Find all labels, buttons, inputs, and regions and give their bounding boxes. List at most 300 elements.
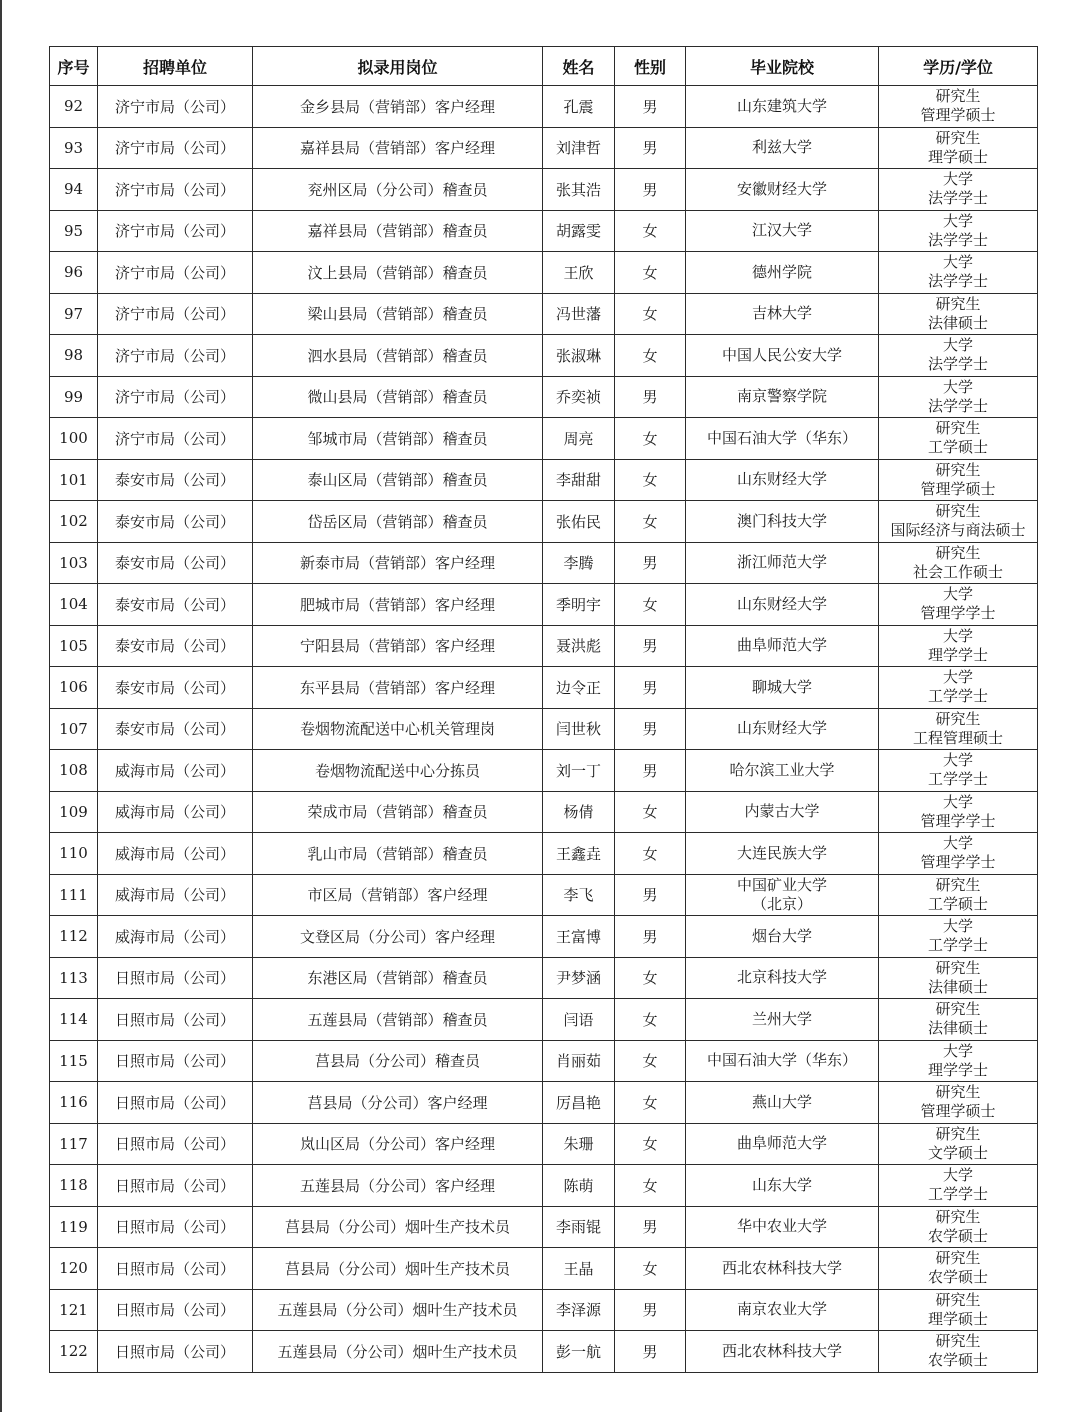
cell-education <box>879 833 1038 875</box>
school-line: 利兹大学 <box>751 138 812 157</box>
school-line: 山东大学 <box>751 1175 812 1194</box>
cell-school <box>686 293 879 335</box>
degree: 文学硕士 <box>927 1143 988 1162</box>
cell-gender: 男 <box>615 1331 686 1373</box>
cell-post: 五莲县局（分公司）客户经理 <box>253 1165 543 1207</box>
cell-post: 肥城市局（营销部）客户经理 <box>253 584 543 626</box>
cell-education <box>879 335 1038 377</box>
cell-school <box>686 625 879 667</box>
school-line: 中国人民公安大学 <box>721 345 842 364</box>
education-level: 大学 <box>942 751 973 770</box>
cell-gender: 女 <box>615 833 686 875</box>
education-level: 研究生 <box>935 543 981 562</box>
cell-school <box>686 501 879 543</box>
cell-education <box>879 916 1038 958</box>
degree: 工学硕士 <box>927 894 988 913</box>
cell-name: 李腾 <box>543 542 615 584</box>
cell-education <box>879 957 1038 999</box>
cell-education <box>879 999 1038 1041</box>
table-header-row <box>50 47 1038 86</box>
education-level: 研究生 <box>935 460 981 479</box>
education-level: 大学 <box>942 668 973 687</box>
table-row <box>50 1165 1038 1207</box>
cell-gender: 男 <box>615 86 686 128</box>
education-level: 研究生 <box>935 1332 981 1351</box>
cell-name: 孔震 <box>543 86 615 128</box>
cell-no: 119 <box>50 1206 98 1248</box>
cell-gender: 女 <box>615 293 686 335</box>
cell-name: 杨倩 <box>543 791 615 833</box>
education-level: 研究生 <box>935 294 981 313</box>
table-row <box>50 418 1038 460</box>
table-row <box>50 791 1038 833</box>
cell-unit: 日照市局（公司） <box>98 1123 253 1165</box>
cell-post: 岱岳区局（营销部）稽查员 <box>253 501 543 543</box>
degree: 理学硕士 <box>927 147 988 166</box>
cell-school <box>686 1040 879 1082</box>
school-line: 中国矿业大学 <box>736 875 827 894</box>
cell-education <box>879 750 1038 792</box>
degree: 法学学士 <box>927 230 988 249</box>
degree: 管理学学士 <box>920 853 996 872</box>
table-row <box>50 86 1038 128</box>
education-level: 大学 <box>942 170 973 189</box>
degree: 法学学士 <box>927 355 988 374</box>
cell-school <box>686 252 879 294</box>
cell-no: 107 <box>50 708 98 750</box>
cell-no: 102 <box>50 501 98 543</box>
cell-post: 宁阳县局（营销部）客户经理 <box>253 625 543 667</box>
cell-no: 103 <box>50 542 98 584</box>
cell-no: 106 <box>50 667 98 709</box>
cell-unit: 日照市局（公司） <box>98 1206 253 1248</box>
cell-unit: 济宁市局（公司） <box>98 418 253 460</box>
cell-no: 98 <box>50 335 98 377</box>
cell-unit: 威海市局（公司） <box>98 874 253 916</box>
degree: 法学学士 <box>927 396 988 415</box>
school-line: 内蒙古大学 <box>744 802 820 821</box>
degree: 法律硕士 <box>927 977 988 996</box>
header-gender: 性别 <box>615 47 686 86</box>
school-line: 北京科技大学 <box>736 968 827 987</box>
education-level: 大学 <box>942 626 973 645</box>
cell-post: 嘉祥县局（营销部）稽查员 <box>253 210 543 252</box>
cell-name: 王晶 <box>543 1248 615 1290</box>
cell-post: 文登区局（分公司）客户经理 <box>253 916 543 958</box>
cell-education <box>879 293 1038 335</box>
education-level: 研究生 <box>935 1207 981 1226</box>
cell-name: 朱珊 <box>543 1123 615 1165</box>
header-name: 姓名 <box>543 47 615 86</box>
degree: 理学硕士 <box>927 1309 988 1328</box>
table-row <box>50 667 1038 709</box>
cell-school <box>686 1248 879 1290</box>
cell-school <box>686 1289 879 1331</box>
table-row <box>50 1082 1038 1124</box>
cell-education <box>879 252 1038 294</box>
cell-unit: 济宁市局（公司） <box>98 293 253 335</box>
cell-education <box>879 542 1038 584</box>
degree: 法律硕士 <box>927 313 988 332</box>
cell-education <box>879 1289 1038 1331</box>
degree: 理学学士 <box>927 1060 988 1079</box>
school-line: 中国石油大学（华东） <box>706 1051 857 1070</box>
cell-no: 95 <box>50 210 98 252</box>
school-line: 山东建筑大学 <box>736 96 827 115</box>
cell-post: 莒县局（分公司）烟叶生产技术员 <box>253 1206 543 1248</box>
school-line: 澳门科技大学 <box>736 511 827 530</box>
cell-gender: 男 <box>615 1289 686 1331</box>
cell-unit: 泰安市局（公司） <box>98 542 253 584</box>
degree: 法学学士 <box>927 189 988 208</box>
cell-post: 五莲县局（分公司）烟叶生产技术员 <box>253 1331 543 1373</box>
cell-gender: 男 <box>615 708 686 750</box>
cell-name: 刘津哲 <box>543 127 615 169</box>
table-row <box>50 293 1038 335</box>
school-line: 吉林大学 <box>751 304 812 323</box>
cell-gender: 男 <box>615 874 686 916</box>
cell-post: 市区局（营销部）客户经理 <box>253 874 543 916</box>
recruitment-table <box>49 46 1038 1373</box>
cell-school <box>686 1082 879 1124</box>
cell-unit: 日照市局（公司） <box>98 999 253 1041</box>
cell-unit: 泰安市局（公司） <box>98 667 253 709</box>
table-row <box>50 750 1038 792</box>
school-line-2: （北京） <box>751 894 812 913</box>
table-row <box>50 999 1038 1041</box>
cell-gender: 女 <box>615 1165 686 1207</box>
degree: 管理学硕士 <box>920 106 996 125</box>
degree: 法律硕士 <box>927 1019 988 1038</box>
header-school: 毕业院校 <box>686 47 879 86</box>
cell-gender: 女 <box>615 210 686 252</box>
cell-school <box>686 584 879 626</box>
cell-gender: 男 <box>615 750 686 792</box>
cell-gender: 女 <box>615 418 686 460</box>
table-row <box>50 708 1038 750</box>
education-level: 研究生 <box>935 1124 981 1143</box>
cell-post: 莒县局（分公司）烟叶生产技术员 <box>253 1248 543 1290</box>
cell-gender: 女 <box>615 999 686 1041</box>
degree: 管理学学士 <box>920 604 996 623</box>
cell-no: 113 <box>50 957 98 999</box>
cell-unit: 济宁市局（公司） <box>98 127 253 169</box>
cell-unit: 济宁市局（公司） <box>98 252 253 294</box>
cell-school <box>686 1165 879 1207</box>
degree: 管理学硕士 <box>920 479 996 498</box>
cell-gender: 女 <box>615 584 686 626</box>
cell-unit: 济宁市局（公司） <box>98 210 253 252</box>
cell-post: 东港区局（营销部）稽查员 <box>253 957 543 999</box>
cell-no: 97 <box>50 293 98 335</box>
cell-gender: 男 <box>615 625 686 667</box>
cell-no: 100 <box>50 418 98 460</box>
school-line: 江汉大学 <box>751 221 812 240</box>
cell-name: 李甜甜 <box>543 459 615 501</box>
degree: 工学学士 <box>927 936 988 955</box>
cell-gender: 女 <box>615 791 686 833</box>
degree: 工程管理硕士 <box>912 728 1003 747</box>
cell-gender: 女 <box>615 252 686 294</box>
education-level: 研究生 <box>935 1000 981 1019</box>
table-row <box>50 1040 1038 1082</box>
cell-unit: 日照市局（公司） <box>98 1040 253 1082</box>
cell-name: 尹梦涵 <box>543 957 615 999</box>
education-level: 研究生 <box>935 87 981 106</box>
header-post: 拟录用岗位 <box>253 47 543 86</box>
cell-no: 94 <box>50 169 98 211</box>
cell-name: 王鑫垚 <box>543 833 615 875</box>
cell-school <box>686 459 879 501</box>
cell-post: 卷烟物流配送中心分拣员 <box>253 750 543 792</box>
cell-gender: 男 <box>615 127 686 169</box>
cell-post: 汶上县局（营销部）稽查员 <box>253 252 543 294</box>
degree: 工学学士 <box>927 1185 988 1204</box>
cell-name: 王富博 <box>543 916 615 958</box>
education-level: 研究生 <box>935 958 981 977</box>
cell-education <box>879 1206 1038 1248</box>
school-line: 德州学院 <box>751 262 812 281</box>
degree: 法学学士 <box>927 272 988 291</box>
cell-unit: 日照市局（公司） <box>98 1331 253 1373</box>
school-line: 山东财经大学 <box>736 594 827 613</box>
cell-unit: 济宁市局（公司） <box>98 335 253 377</box>
school-line: 兰州大学 <box>751 1009 812 1028</box>
header-education: 学历/学位 <box>879 47 1038 86</box>
cell-name: 厉昌艳 <box>543 1082 615 1124</box>
education-level: 大学 <box>942 1166 973 1185</box>
cell-unit: 泰安市局（公司） <box>98 708 253 750</box>
cell-post: 兖州区局（分公司）稽查员 <box>253 169 543 211</box>
table-row <box>50 501 1038 543</box>
cell-school <box>686 750 879 792</box>
cell-education <box>879 667 1038 709</box>
cell-no: 92 <box>50 86 98 128</box>
cell-post: 邹城市局（营销部）稽查员 <box>253 418 543 460</box>
cell-school <box>686 335 879 377</box>
cell-education <box>879 874 1038 916</box>
education-level: 研究生 <box>935 419 981 438</box>
school-line: 烟台大学 <box>751 926 812 945</box>
education-level: 大学 <box>942 917 973 936</box>
table-row <box>50 1123 1038 1165</box>
cell-school <box>686 667 879 709</box>
school-line: 哈尔滨工业大学 <box>729 760 835 779</box>
cell-no: 112 <box>50 916 98 958</box>
cell-unit: 威海市局（公司） <box>98 750 253 792</box>
cell-education <box>879 501 1038 543</box>
cell-post: 梁山县局（营销部）稽查员 <box>253 293 543 335</box>
cell-unit: 泰安市局（公司） <box>98 584 253 626</box>
cell-post: 荣成市局（营销部）稽查员 <box>253 791 543 833</box>
cell-name: 边令正 <box>543 667 615 709</box>
cell-education <box>879 376 1038 418</box>
cell-no: 120 <box>50 1248 98 1290</box>
degree: 工学学士 <box>927 687 988 706</box>
cell-gender: 男 <box>615 1206 686 1248</box>
cell-school <box>686 418 879 460</box>
cell-gender: 男 <box>615 916 686 958</box>
cell-education <box>879 86 1038 128</box>
cell-school <box>686 874 879 916</box>
cell-school <box>686 957 879 999</box>
cell-unit: 济宁市局（公司） <box>98 376 253 418</box>
cell-education <box>879 1331 1038 1373</box>
cell-gender: 女 <box>615 1040 686 1082</box>
cell-school <box>686 708 879 750</box>
cell-school <box>686 127 879 169</box>
education-level: 研究生 <box>935 502 981 521</box>
cell-post: 泗水县局（营销部）稽查员 <box>253 335 543 377</box>
cell-name: 季明宇 <box>543 584 615 626</box>
table-row <box>50 1331 1038 1373</box>
cell-unit: 日照市局（公司） <box>98 1289 253 1331</box>
cell-name: 胡露雯 <box>543 210 615 252</box>
education-level: 大学 <box>942 377 973 396</box>
cell-post: 微山县局（营销部）稽查员 <box>253 376 543 418</box>
cell-education <box>879 584 1038 626</box>
cell-education <box>879 418 1038 460</box>
school-line: 西北农林科技大学 <box>721 1258 842 1277</box>
cell-unit: 威海市局（公司） <box>98 833 253 875</box>
degree: 工学学士 <box>927 770 988 789</box>
cell-school <box>686 169 879 211</box>
cell-school <box>686 916 879 958</box>
school-line: 曲阜师范大学 <box>736 1134 827 1153</box>
cell-unit: 威海市局（公司） <box>98 791 253 833</box>
education-level: 研究生 <box>935 1083 981 1102</box>
cell-education <box>879 210 1038 252</box>
cell-no: 122 <box>50 1331 98 1373</box>
table-row <box>50 1206 1038 1248</box>
cell-no: 96 <box>50 252 98 294</box>
cell-gender: 女 <box>615 1082 686 1124</box>
cell-post: 岚山区局（分公司）客户经理 <box>253 1123 543 1165</box>
cell-gender: 女 <box>615 335 686 377</box>
degree: 理学学士 <box>927 645 988 664</box>
cell-name: 张淑琳 <box>543 335 615 377</box>
cell-school <box>686 1123 879 1165</box>
cell-post: 嘉祥县局（营销部）客户经理 <box>253 127 543 169</box>
cell-unit: 泰安市局（公司） <box>98 501 253 543</box>
cell-no: 101 <box>50 459 98 501</box>
cell-post: 东平县局（营销部）客户经理 <box>253 667 543 709</box>
cell-name: 彭一航 <box>543 1331 615 1373</box>
table-row <box>50 625 1038 667</box>
header-no: 序号 <box>50 47 98 86</box>
cell-education <box>879 459 1038 501</box>
cell-no: 118 <box>50 1165 98 1207</box>
cell-school <box>686 791 879 833</box>
cell-name: 刘一丁 <box>543 750 615 792</box>
cell-no: 115 <box>50 1040 98 1082</box>
table-row <box>50 584 1038 626</box>
cell-name: 冯世藩 <box>543 293 615 335</box>
cell-school <box>686 542 879 584</box>
education-level: 大学 <box>942 253 973 272</box>
cell-gender: 男 <box>615 667 686 709</box>
education-level: 大学 <box>942 211 973 230</box>
school-line: 安徽财经大学 <box>736 179 827 198</box>
table-row <box>50 833 1038 875</box>
cell-post: 乳山市局（营销部）稽查员 <box>253 833 543 875</box>
degree: 农学硕士 <box>927 1268 988 1287</box>
school-line: 浙江师范大学 <box>736 553 827 572</box>
degree: 国际经济与商法硕士 <box>890 521 1026 540</box>
page-edge-line <box>0 0 2 1412</box>
cell-name: 李泽源 <box>543 1289 615 1331</box>
cell-no: 93 <box>50 127 98 169</box>
degree: 农学硕士 <box>927 1351 988 1370</box>
cell-unit: 日照市局（公司） <box>98 1165 253 1207</box>
table-row <box>50 169 1038 211</box>
school-line: 南京农业大学 <box>736 1300 827 1319</box>
school-line: 大连民族大学 <box>736 843 827 862</box>
cell-name: 乔奕祯 <box>543 376 615 418</box>
cell-post: 莒县局（分公司）客户经理 <box>253 1082 543 1124</box>
cell-school <box>686 1331 879 1373</box>
cell-unit: 日照市局（公司） <box>98 1082 253 1124</box>
cell-no: 117 <box>50 1123 98 1165</box>
table-row <box>50 376 1038 418</box>
cell-unit: 泰安市局（公司） <box>98 625 253 667</box>
table-row <box>50 957 1038 999</box>
cell-name: 聂洪彪 <box>543 625 615 667</box>
degree: 管理学硕士 <box>920 1102 996 1121</box>
cell-education <box>879 791 1038 833</box>
cell-name: 王欣 <box>543 252 615 294</box>
school-line: 聊城大学 <box>751 677 812 696</box>
cell-post: 泰山区局（营销部）稽查员 <box>253 459 543 501</box>
cell-name: 闫语 <box>543 999 615 1041</box>
cell-gender: 女 <box>615 1123 686 1165</box>
education-level: 大学 <box>942 336 973 355</box>
cell-name: 李飞 <box>543 874 615 916</box>
cell-name: 陈萌 <box>543 1165 615 1207</box>
cell-education <box>879 1123 1038 1165</box>
table-row <box>50 210 1038 252</box>
cell-no: 105 <box>50 625 98 667</box>
school-line: 山东财经大学 <box>736 470 827 489</box>
cell-no: 108 <box>50 750 98 792</box>
cell-no: 110 <box>50 833 98 875</box>
school-line: 山东财经大学 <box>736 719 827 738</box>
cell-gender: 女 <box>615 1248 686 1290</box>
table-row <box>50 335 1038 377</box>
cell-name: 李雨锟 <box>543 1206 615 1248</box>
cell-no: 99 <box>50 376 98 418</box>
table-row <box>50 1289 1038 1331</box>
cell-no: 116 <box>50 1082 98 1124</box>
cell-name: 周亮 <box>543 418 615 460</box>
education-level: 研究生 <box>935 1290 981 1309</box>
cell-no: 109 <box>50 791 98 833</box>
table-row <box>50 1248 1038 1290</box>
cell-unit: 济宁市局（公司） <box>98 169 253 211</box>
degree: 社会工作硕士 <box>912 562 1003 581</box>
table-row <box>50 252 1038 294</box>
degree: 工学硕士 <box>927 438 988 457</box>
cell-education <box>879 1248 1038 1290</box>
degree: 农学硕士 <box>927 1226 988 1245</box>
education-level: 大学 <box>942 834 973 853</box>
cell-school <box>686 1206 879 1248</box>
cell-post: 新泰市局（营销部）客户经理 <box>253 542 543 584</box>
cell-post: 莒县局（分公司）稽查员 <box>253 1040 543 1082</box>
school-line: 曲阜师范大学 <box>736 636 827 655</box>
header-unit: 招聘单位 <box>98 47 253 86</box>
cell-school <box>686 999 879 1041</box>
